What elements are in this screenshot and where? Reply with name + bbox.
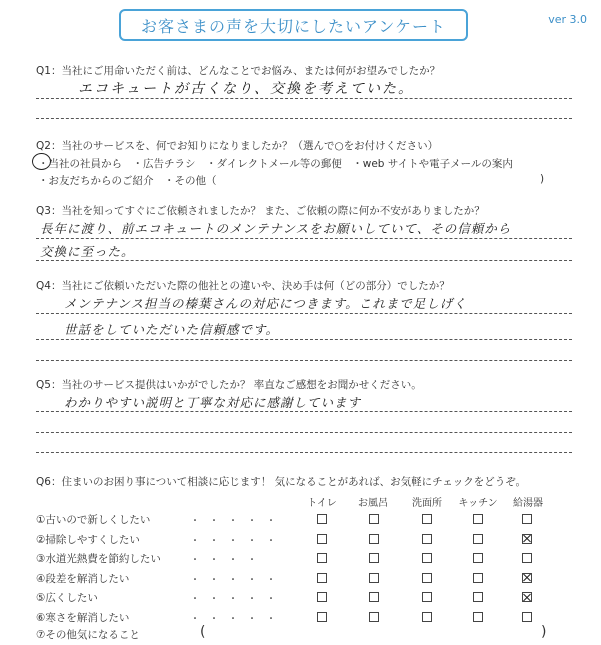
checkbox-water-heater[interactable] bbox=[522, 573, 532, 583]
q6-row-label: ⑥寒さを解消したい bbox=[36, 611, 130, 624]
q4-question: Q4：当社にご依頼いただいた際の他社との違いや、決め手は何（どの部分）でしたか？ bbox=[36, 280, 450, 292]
checkbox-water-heater[interactable] bbox=[522, 612, 532, 622]
q4-line-3 bbox=[36, 360, 572, 361]
checkbox-kitchen[interactable] bbox=[473, 573, 483, 583]
checkbox-water-heater[interactable] bbox=[522, 534, 532, 544]
q6-row-label: ①古いので新しくしたい bbox=[36, 514, 151, 526]
checkbox-toilet[interactable] bbox=[317, 553, 327, 563]
q1-answer[interactable]: エコキュートが古くなり、交換を考えていた。 bbox=[78, 81, 414, 97]
checkbox-washroom[interactable] bbox=[422, 514, 432, 524]
col-header-washroom: 洗面所 bbox=[412, 498, 442, 509]
col-header-bath: お風呂 bbox=[358, 498, 388, 509]
checkbox-toilet[interactable] bbox=[317, 612, 327, 622]
q2-other-close: ) bbox=[540, 173, 545, 185]
checkbox-kitchen[interactable] bbox=[473, 592, 483, 602]
q3-line-2 bbox=[36, 260, 572, 261]
q4-answer-line-2[interactable]: 世話をしていただいた信頼感です。 bbox=[64, 322, 280, 337]
q4-answer-line-1[interactable]: メンテナンス担当の榛葉さんの対応につきます。これまで足しげく bbox=[64, 296, 467, 311]
version-label: ver 3.0 bbox=[548, 13, 587, 26]
checkbox-bath[interactable] bbox=[369, 573, 379, 583]
checkbox-kitchen[interactable] bbox=[473, 612, 483, 622]
q3-question: Q3：当社を知ってすぐにご依頼されましたか？ また、ご依頼の際に何か不安がありましたか？ bbox=[36, 205, 485, 217]
checkbox-kitchen[interactable] bbox=[473, 553, 483, 563]
q3-answer-line-2[interactable]: 交換に至った。 bbox=[40, 244, 135, 259]
checkbox-water-heater[interactable] bbox=[522, 553, 532, 563]
checkbox-bath[interactable] bbox=[369, 612, 379, 622]
checkbox-washroom[interactable] bbox=[422, 592, 432, 602]
q6-row-leader-dots: ・・・・・ bbox=[190, 574, 285, 586]
q4-line-1 bbox=[36, 313, 572, 314]
checkbox-bath[interactable] bbox=[369, 514, 379, 524]
checkbox-water-heater[interactable] bbox=[522, 514, 532, 524]
q5-line-3 bbox=[36, 452, 572, 453]
q2-question: Q2：当社のサービスを、何でお知りになりましたか？（選んで○をお付けください） bbox=[36, 140, 439, 152]
q6-row-label: ⑤広くしたい bbox=[36, 592, 98, 604]
checkbox-kitchen[interactable] bbox=[473, 534, 483, 544]
checkbox-bath[interactable] bbox=[369, 553, 379, 563]
checkbox-washroom[interactable] bbox=[422, 612, 432, 622]
checkbox-kitchen[interactable] bbox=[473, 514, 483, 524]
checkbox-water-heater[interactable] bbox=[522, 592, 532, 602]
checkbox-bath[interactable] bbox=[369, 534, 379, 544]
q6-row-leader-dots: ・・・・・ bbox=[190, 613, 285, 625]
checkbox-bath[interactable] bbox=[369, 592, 379, 602]
q4-line-2 bbox=[36, 339, 572, 340]
q6-row-label: ④段差を解消したい bbox=[36, 572, 130, 585]
q6-row-leader-dots: ・・・・・ bbox=[190, 516, 285, 527]
q2-options-line-1[interactable]: ・当社の社員から ・広告チラシ ・ダイレクトメール等の郵便 ・web サイトや電子メールの案内 bbox=[38, 158, 513, 170]
q6-row-leader-dots: ・・・・・ bbox=[190, 535, 285, 547]
q6-row-label: ②掃除しやすくしたい bbox=[36, 533, 140, 546]
q2-options-line-2[interactable]: ・お友だちからのご紹介 ・その他（ bbox=[38, 175, 217, 187]
checkbox-washroom[interactable] bbox=[422, 573, 432, 583]
q6-row-label: ③水道光熱費を節約したい bbox=[36, 553, 161, 565]
checkbox-toilet[interactable] bbox=[317, 592, 327, 602]
q6-question: Q6：住まいのお困り事について相談に応じます！ 気になることがあれば、お気軽にチェックをどうぞ。 bbox=[36, 476, 527, 488]
q1-line-2 bbox=[36, 118, 572, 119]
col-header-water-heater: 給湯器 bbox=[513, 498, 543, 509]
checkbox-toilet[interactable] bbox=[317, 534, 327, 544]
q6-other-open-paren: ( bbox=[200, 624, 206, 640]
checkbox-toilet[interactable] bbox=[317, 573, 327, 583]
checkbox-washroom[interactable] bbox=[422, 553, 432, 563]
q5-question: Q5：当社のサービス提供はいかがでしたか？ 率直なご感想をお聞かせください。 bbox=[36, 379, 422, 391]
col-header-kitchen: キッチン bbox=[458, 498, 498, 509]
q5-answer[interactable]: わかりやすい説明と丁寧な対応に感謝しています bbox=[64, 395, 362, 410]
checkbox-toilet[interactable] bbox=[317, 514, 327, 524]
col-header-toilet: トイレ bbox=[307, 498, 337, 509]
q1-question: Q1：当社にご用命いただく前は、どんなことでお悩み、または何がお望みでしたか？ bbox=[36, 65, 441, 77]
q6-row-leader-dots: ・・・・ bbox=[190, 555, 266, 566]
q6-row-other-label: ⑦その他気になること bbox=[36, 629, 140, 641]
q6-row-leader-dots: ・・・・・ bbox=[190, 594, 285, 605]
q6-other-close-paren: ) bbox=[541, 624, 547, 640]
checkbox-washroom[interactable] bbox=[422, 534, 432, 544]
q3-line-1 bbox=[36, 238, 572, 239]
survey-title: お客さまの声を大切にしたいアンケート bbox=[119, 9, 468, 41]
q5-line-2 bbox=[36, 432, 572, 433]
q5-line-1 bbox=[36, 411, 572, 412]
q3-answer-line-1[interactable]: 長年に渡り、前エコキュートのメンテナンスをお願いしていて、その信頼から bbox=[40, 221, 512, 236]
q1-line-1 bbox=[36, 98, 572, 99]
